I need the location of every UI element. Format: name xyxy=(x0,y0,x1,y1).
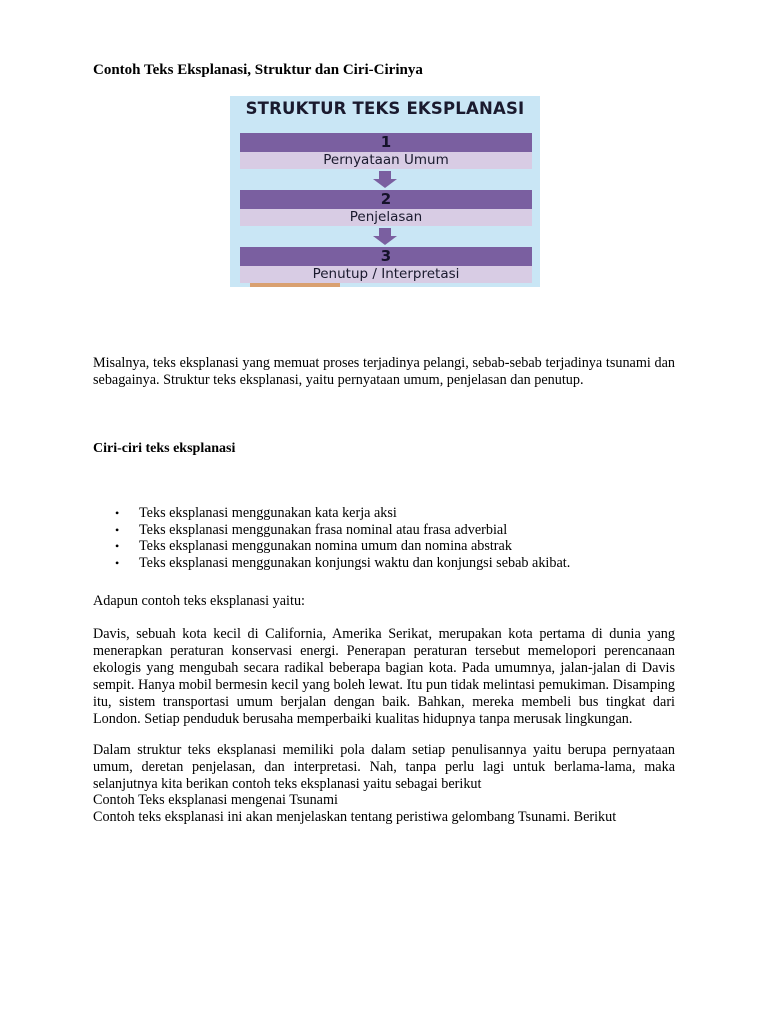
step-2-number: 2 xyxy=(240,190,532,209)
document-title: Contoh Teks Eksplanasi, Struktur dan Ciri-Cirinya xyxy=(93,62,423,78)
intro-paragraph: Misalnya, teks eksplanasi yang memuat proses terjadinya pelangi, sebab-sebab terjadinya tsunami dan sebagainya. Struktur teks eksplanasi, yaitu pernyataan umum, penjelasan dan penutup. xyxy=(93,355,675,388)
bullet-icon: • xyxy=(115,522,120,537)
diagram-heading: STRUKTUR TEKS EKSPLANASI xyxy=(245,99,525,118)
step-3-label: Penutup / Interpretasi xyxy=(240,266,532,283)
tsunami-intro-line: Contoh teks eksplanasi ini akan menjelaskan tentang peristiwa gelombang Tsunami. Berikut xyxy=(93,809,617,825)
bullet-icon: • xyxy=(115,539,120,553)
diagram-bottom-strip xyxy=(250,283,340,287)
features-heading: Ciri-ciri teks eksplanasi xyxy=(93,441,236,456)
step-1-label: Pernyataan Umum xyxy=(240,152,532,169)
list-item: • Teks eksplanasi menggunakan frasa nominal atau frasa adverbial xyxy=(115,521,508,538)
list-item: • Teks eksplanasi menggunakan nomina umum dan nomina abstrak xyxy=(115,538,512,554)
list-item: • Teks eksplanasi menggunakan konjungsi waktu dan konjungsi sebab akibat. xyxy=(115,554,571,571)
example-intro: Adapun contoh teks eksplanasi yaitu: xyxy=(93,593,305,609)
list-item: • Teks eksplanasi menggunakan kata kerja aksi xyxy=(115,505,397,521)
structure-diagram xyxy=(230,96,540,287)
example-paragraph: Davis, sebuah kota kecil di California, Amerika Serikat, merupakan kota pertama di dunia yang menerapkan peraturan konservasi energi. Penerapan peraturan tersebut memelopori perencanaan ekologis yang mengubah secara radikal beberapa bagian kota. Pada umumnya, jalan-jalan di Davis sempit. Hanya mobil bermesin kecil yang boleh lewat. Itu pun tidak melintasi pemukiman. Disamping itu, sistem transportasi umum berjalan dengan baik. Bahkan, mereka membeli bus tingkat dari London. Setiap penduduk berusaha memperbaiki kualitas hidupnya tanpa merusak lingkungan. xyxy=(93,626,675,727)
bullet-icon: • xyxy=(115,506,120,520)
bullet-icon: • xyxy=(115,555,120,570)
step-1-number: 1 xyxy=(240,133,532,152)
structure-paragraph: Dalam struktur teks eksplanasi memiliki pola dalam setiap penulisannya yaitu berupa pernyataan umum, deretan penjelasan, dan interpretasi. Nah, tanpa perlu lagi untuk berlama-lama, maka selanjutnya kita berikan contoh teks eksplanasi yaitu sebagai berikut xyxy=(93,742,675,792)
features-list xyxy=(93,505,570,571)
step-2-label: Penjelasan xyxy=(240,209,532,226)
step-3-number: 3 xyxy=(240,247,532,266)
tsunami-heading: Contoh Teks eksplanasi mengenai Tsunami xyxy=(93,792,338,808)
